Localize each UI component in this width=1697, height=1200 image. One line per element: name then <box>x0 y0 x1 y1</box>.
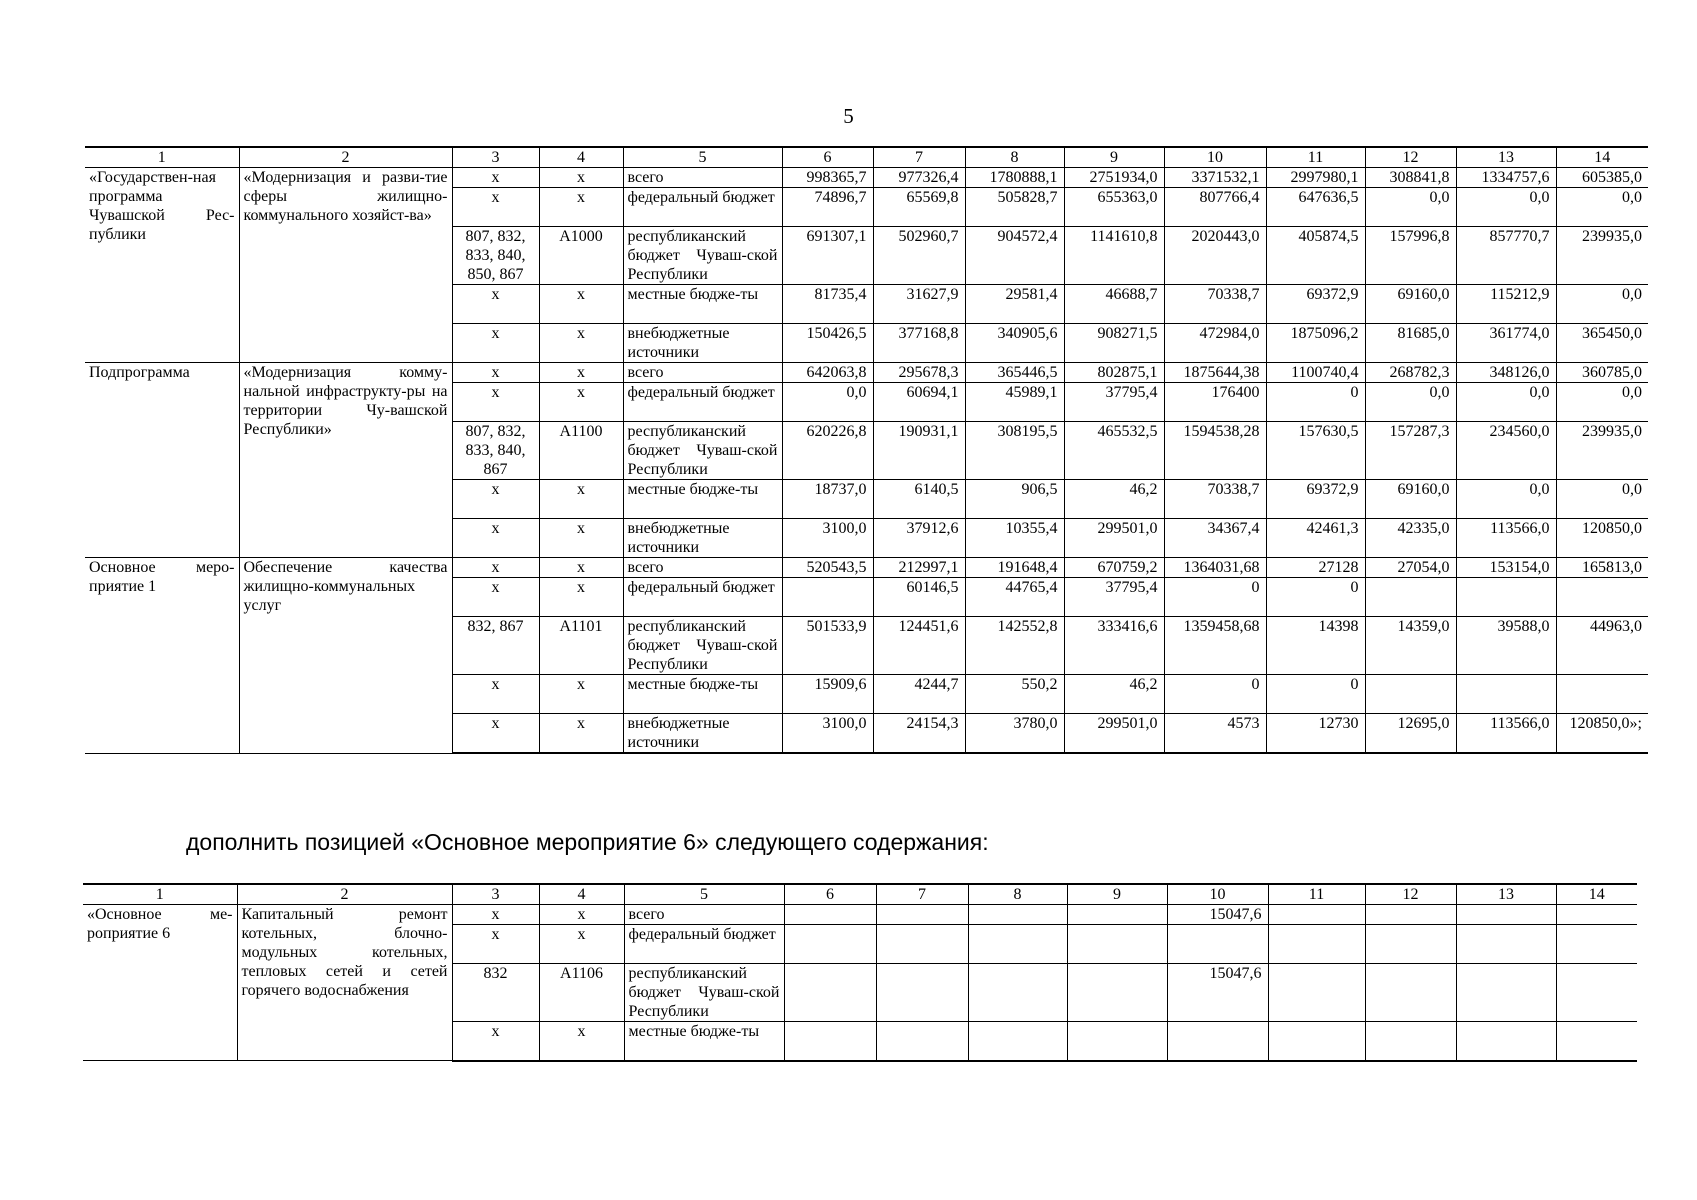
amount-cell <box>784 1022 876 1061</box>
amount-cell: 37795,4 <box>1064 578 1164 617</box>
amount-cell: 361774,0 <box>1456 324 1556 363</box>
amount-cell: 81685,0 <box>1365 324 1456 363</box>
amount-cell: 0,0 <box>1365 383 1456 422</box>
target-code-cell: x <box>539 324 623 363</box>
target-code-cell: x <box>539 363 623 383</box>
funding-source-cell: местные бюдже-ты <box>623 675 782 714</box>
amount-cell: 3780,0 <box>965 714 1064 754</box>
program-title-cell: Обеспечение качества жилищно-коммунальных услуг <box>239 558 452 754</box>
amount-cell: 2020443,0 <box>1164 227 1266 285</box>
amount-cell: 15047,6 <box>1167 964 1268 1022</box>
amount-cell <box>1167 925 1268 964</box>
amount-cell <box>968 925 1067 964</box>
amount-cell <box>1365 1022 1456 1061</box>
amount-cell: 1334757,6 <box>1456 168 1556 188</box>
amount-cell <box>1067 964 1167 1022</box>
amount-cell: 60694,1 <box>873 383 965 422</box>
amount-cell: 1141610,8 <box>1064 227 1164 285</box>
amount-cell <box>1456 905 1556 925</box>
funding-source-cell: местные бюдже-ты <box>623 285 782 324</box>
amount-cell: 348126,0 <box>1456 363 1556 383</box>
amount-cell: 42335,0 <box>1365 519 1456 558</box>
column-header: 6 <box>782 147 873 168</box>
column-header: 10 <box>1164 147 1266 168</box>
amount-cell <box>1556 1022 1637 1061</box>
amount-cell: 15909,6 <box>782 675 873 714</box>
amount-cell <box>876 1022 968 1061</box>
amount-cell <box>876 925 968 964</box>
column-header: 13 <box>1456 884 1556 905</box>
amount-cell <box>1365 905 1456 925</box>
amount-cell: 0 <box>1266 578 1365 617</box>
amount-cell: 647636,5 <box>1266 188 1365 227</box>
program-name-cell: «Государствен-ная программа Чувашской Рес-публики <box>85 168 239 363</box>
column-header: 10 <box>1167 884 1268 905</box>
amount-cell: 70338,7 <box>1164 285 1266 324</box>
amount-cell: 1875096,2 <box>1266 324 1365 363</box>
amount-cell: 904572,4 <box>965 227 1064 285</box>
column-header: 2 <box>237 884 452 905</box>
amount-cell: 3100,0 <box>782 714 873 754</box>
target-code-cell: x <box>539 480 623 519</box>
amount-cell: 15047,6 <box>1167 905 1268 925</box>
funding-source-cell: федеральный бюджет <box>623 383 782 422</box>
ministry-code-cell: x <box>452 578 539 617</box>
amount-cell <box>784 964 876 1022</box>
amount-cell: 377168,8 <box>873 324 965 363</box>
funding-source-cell: республиканский бюджет Чуваш-ской Республики <box>623 227 782 285</box>
ministry-code-cell: x <box>452 714 539 754</box>
amount-cell: 124451,6 <box>873 617 965 675</box>
amount-cell: 37795,4 <box>1064 383 1164 422</box>
amount-cell: 44963,0 <box>1556 617 1648 675</box>
amount-cell: 0,0 <box>1556 285 1648 324</box>
amount-cell <box>1067 1022 1167 1061</box>
amount-cell: 308195,5 <box>965 422 1064 480</box>
target-code-cell: x <box>539 558 623 578</box>
program-title-cell: «Модернизация и разви-тие сферы жилищно-коммунального хозяйст-ва» <box>239 168 452 363</box>
amount-cell: 18737,0 <box>782 480 873 519</box>
target-code-cell: А1106 <box>539 964 624 1022</box>
amount-cell: 605385,0 <box>1556 168 1648 188</box>
column-header: 11 <box>1268 884 1365 905</box>
amount-cell: 908271,5 <box>1064 324 1164 363</box>
budget-table-header-row <box>85 147 1648 168</box>
program-title-cell: Капитальный ремонт котельных, блочно-модульных котельных, тепловых сетей и сетей горячего водоснабжения <box>237 905 452 1061</box>
budget-table-body <box>85 147 1648 753</box>
amount-cell: 655363,0 <box>1064 188 1164 227</box>
column-header: 9 <box>1064 147 1164 168</box>
amount-cell <box>1456 964 1556 1022</box>
amount-cell: 520543,5 <box>782 558 873 578</box>
target-code-cell: x <box>539 714 623 754</box>
amount-cell <box>876 964 968 1022</box>
amount-cell: 365446,5 <box>965 363 1064 383</box>
amount-cell <box>1268 1022 1365 1061</box>
funding-source-cell: местные бюдже-ты <box>623 480 782 519</box>
amount-cell <box>1456 1022 1556 1061</box>
amount-cell: 46,2 <box>1064 480 1164 519</box>
funding-source-cell: республиканский бюджет Чуваш-ской Республики <box>623 422 782 480</box>
amount-cell: 81735,4 <box>782 285 873 324</box>
amount-cell <box>1556 905 1637 925</box>
column-header: 3 <box>452 147 539 168</box>
amount-cell: 333416,6 <box>1064 617 1164 675</box>
amount-cell: 120850,0 <box>1556 519 1648 558</box>
amount-cell <box>782 578 873 617</box>
measure-6-table <box>83 883 1637 1062</box>
amount-cell <box>1556 675 1648 714</box>
amount-cell: 3371532,1 <box>1164 168 1266 188</box>
amount-cell <box>1556 925 1637 964</box>
amount-cell <box>968 1022 1067 1061</box>
amount-cell: 0,0 <box>1556 188 1648 227</box>
ministry-code-cell: 807, 832, 833, 840, 867 <box>452 422 539 480</box>
amount-cell: 620226,8 <box>782 422 873 480</box>
column-header: 5 <box>624 884 784 905</box>
measure-6-table-body <box>83 884 1637 1061</box>
amount-cell: 1100740,4 <box>1266 363 1365 383</box>
amount-cell: 29581,4 <box>965 285 1064 324</box>
amount-cell: 153154,0 <box>1456 558 1556 578</box>
target-code-cell: x <box>539 519 623 558</box>
funding-source-cell: всего <box>623 168 782 188</box>
budget-table-row <box>85 558 1648 578</box>
amount-cell: 6140,5 <box>873 480 965 519</box>
amount-cell: 340905,6 <box>965 324 1064 363</box>
amount-cell: 74896,7 <box>782 188 873 227</box>
amount-cell: 670759,2 <box>1064 558 1164 578</box>
column-header: 4 <box>539 884 624 905</box>
ministry-code-cell: x <box>452 383 539 422</box>
amount-cell: 0 <box>1164 578 1266 617</box>
amount-cell <box>968 905 1067 925</box>
column-header: 7 <box>873 147 965 168</box>
amount-cell: 0,0 <box>1556 480 1648 519</box>
column-header: 14 <box>1556 884 1637 905</box>
amount-cell: 1780888,1 <box>965 168 1064 188</box>
amount-cell: 906,5 <box>965 480 1064 519</box>
measure-6-table-header-row <box>83 884 1637 905</box>
amount-cell <box>1556 964 1637 1022</box>
amount-cell: 34367,4 <box>1164 519 1266 558</box>
target-code-cell: x <box>539 1022 624 1061</box>
amount-cell: 239935,0 <box>1556 227 1648 285</box>
amount-cell: 69372,9 <box>1266 285 1365 324</box>
amount-cell: 2751934,0 <box>1064 168 1164 188</box>
amount-cell: 69160,0 <box>1365 480 1456 519</box>
amount-cell: 46,2 <box>1064 675 1164 714</box>
program-title-cell: «Модернизация комму-нальной инфраструкту-ры на территории Чу-вашской Республики» <box>239 363 452 558</box>
column-header: 5 <box>623 147 782 168</box>
amount-cell: 37912,6 <box>873 519 965 558</box>
amount-cell <box>1167 1022 1268 1061</box>
amount-cell: 4244,7 <box>873 675 965 714</box>
amount-cell: 501533,9 <box>782 617 873 675</box>
program-name-cell: Подпрограмма <box>85 363 239 558</box>
amount-cell: 157996,8 <box>1365 227 1456 285</box>
ministry-code-cell: x <box>452 1022 539 1061</box>
amount-cell: 1875644,38 <box>1164 363 1266 383</box>
amount-cell <box>1268 964 1365 1022</box>
ministry-code-cell: 807, 832, 833, 840, 850, 867 <box>452 227 539 285</box>
amount-cell: 191648,4 <box>965 558 1064 578</box>
ministry-code-cell: x <box>452 324 539 363</box>
budget-table <box>85 146 1648 754</box>
amount-cell: 24154,3 <box>873 714 965 754</box>
budget-table-row <box>85 168 1648 188</box>
column-header: 3 <box>452 884 539 905</box>
amount-cell: 142552,8 <box>965 617 1064 675</box>
amount-cell: 505828,7 <box>965 188 1064 227</box>
amount-cell <box>1365 578 1456 617</box>
funding-source-cell: всего <box>623 363 782 383</box>
amount-cell: 10355,4 <box>965 519 1064 558</box>
amount-cell <box>1268 925 1365 964</box>
funding-source-cell: местные бюдже-ты <box>624 1022 784 1061</box>
ministry-code-cell: 832, 867 <box>452 617 539 675</box>
measure-6-table-row <box>83 905 1637 925</box>
column-header: 12 <box>1365 147 1456 168</box>
amount-cell: 1359458,68 <box>1164 617 1266 675</box>
amount-cell: 465532,5 <box>1064 422 1164 480</box>
target-code-cell: x <box>539 383 623 422</box>
ministry-code-cell: x <box>452 188 539 227</box>
amount-cell <box>1365 964 1456 1022</box>
amount-cell <box>1365 925 1456 964</box>
amount-cell: 0 <box>1266 383 1365 422</box>
amount-cell: 472984,0 <box>1164 324 1266 363</box>
ministry-code-cell: x <box>452 675 539 714</box>
amount-cell: 807766,4 <box>1164 188 1266 227</box>
target-code-cell: x <box>539 188 623 227</box>
amount-cell: 2997980,1 <box>1266 168 1365 188</box>
amount-cell: 69160,0 <box>1365 285 1456 324</box>
column-header: 12 <box>1365 884 1456 905</box>
funding-source-cell: внебюджетные источники <box>623 519 782 558</box>
amount-cell: 3100,0 <box>782 519 873 558</box>
amount-cell: 308841,8 <box>1365 168 1456 188</box>
amount-cell: 31627,9 <box>873 285 965 324</box>
amount-cell: 0,0 <box>1365 188 1456 227</box>
ministry-code-cell: x <box>452 905 539 925</box>
amount-cell: 190931,1 <box>873 422 965 480</box>
funding-source-cell: всего <box>624 905 784 925</box>
target-code-cell: x <box>539 578 623 617</box>
amount-cell: 0,0 <box>1456 188 1556 227</box>
column-header: 13 <box>1456 147 1556 168</box>
amount-cell: 27054,0 <box>1365 558 1456 578</box>
amount-cell: 802875,1 <box>1064 363 1164 383</box>
amount-cell: 365450,0 <box>1556 324 1648 363</box>
amount-cell: 27128 <box>1266 558 1365 578</box>
amount-cell: 42461,3 <box>1266 519 1365 558</box>
amount-cell <box>1067 925 1167 964</box>
funding-source-cell: республиканский бюджет Чуваш-ской Республики <box>624 964 784 1022</box>
amount-cell: 70338,7 <box>1164 480 1266 519</box>
column-header: 2 <box>239 147 452 168</box>
amount-cell <box>784 905 876 925</box>
ministry-code-cell: x <box>452 558 539 578</box>
column-header: 11 <box>1266 147 1365 168</box>
amount-cell: 405874,5 <box>1266 227 1365 285</box>
amount-cell: 0,0 <box>1456 383 1556 422</box>
amount-cell: 150426,5 <box>782 324 873 363</box>
budget-table-row <box>85 363 1648 383</box>
column-header: 1 <box>85 147 239 168</box>
column-header: 8 <box>968 884 1067 905</box>
amount-cell: 299501,0 <box>1064 519 1164 558</box>
amount-cell <box>876 905 968 925</box>
column-header: 8 <box>965 147 1064 168</box>
ministry-code-cell: x <box>452 363 539 383</box>
target-code-cell: А1100 <box>539 422 623 480</box>
amount-cell <box>1456 578 1556 617</box>
ministry-code-cell: x <box>452 519 539 558</box>
amount-cell: 857770,7 <box>1456 227 1556 285</box>
amount-cell: 1594538,28 <box>1164 422 1266 480</box>
amount-cell: 0 <box>1266 675 1365 714</box>
amount-cell: 157287,3 <box>1365 422 1456 480</box>
amount-cell: 234560,0 <box>1456 422 1556 480</box>
amount-cell <box>1365 675 1456 714</box>
amount-cell <box>1456 675 1556 714</box>
amount-cell <box>1067 905 1167 925</box>
amount-cell: 14359,0 <box>1365 617 1456 675</box>
amendment-text: дополнить позицией «Основное мероприятие 6» следующего содержания: <box>186 829 989 855</box>
amount-cell: 14398 <box>1266 617 1365 675</box>
amount-cell: 998365,7 <box>782 168 873 188</box>
amount-cell: 502960,7 <box>873 227 965 285</box>
column-header: 14 <box>1556 147 1648 168</box>
amount-cell: 0 <box>1164 675 1266 714</box>
amount-cell: 12695,0 <box>1365 714 1456 754</box>
ministry-code-cell: 832 <box>452 964 539 1022</box>
page-number: 5 <box>843 104 854 128</box>
amount-cell: 0,0 <box>782 383 873 422</box>
column-header: 7 <box>876 884 968 905</box>
amount-cell: 45989,1 <box>965 383 1064 422</box>
amount-cell: 0,0 <box>1456 480 1556 519</box>
amount-cell: 39588,0 <box>1456 617 1556 675</box>
ministry-code-cell: x <box>452 168 539 188</box>
program-name-cell: Основное меро-приятие 1 <box>85 558 239 754</box>
funding-source-cell: всего <box>623 558 782 578</box>
amount-cell: 295678,3 <box>873 363 965 383</box>
amount-cell: 239935,0 <box>1556 422 1648 480</box>
amount-cell: 165813,0 <box>1556 558 1648 578</box>
amount-cell: 360785,0 <box>1556 363 1648 383</box>
amount-cell: 115212,9 <box>1456 285 1556 324</box>
amount-cell: 46688,7 <box>1064 285 1164 324</box>
amount-cell: 1364031,68 <box>1164 558 1266 578</box>
amount-cell: 0,0 <box>1556 383 1648 422</box>
target-code-cell: x <box>539 925 624 964</box>
ministry-code-cell: x <box>452 925 539 964</box>
target-code-cell: x <box>539 905 624 925</box>
amount-cell: 212997,1 <box>873 558 965 578</box>
funding-source-cell: внебюджетные источники <box>623 324 782 363</box>
amount-cell: 4573 <box>1164 714 1266 754</box>
column-header: 1 <box>83 884 237 905</box>
ministry-code-cell: x <box>452 480 539 519</box>
funding-source-cell: внебюджетные источники <box>623 714 782 754</box>
amount-cell: 977326,4 <box>873 168 965 188</box>
column-header: 6 <box>784 884 876 905</box>
target-code-cell: x <box>539 675 623 714</box>
amount-cell: 113566,0 <box>1456 519 1556 558</box>
amount-cell: 113566,0 <box>1456 714 1556 754</box>
amount-cell: 157630,5 <box>1266 422 1365 480</box>
amount-cell: 268782,3 <box>1365 363 1456 383</box>
amount-cell: 69372,9 <box>1266 480 1365 519</box>
amount-cell: 642063,8 <box>782 363 873 383</box>
amount-cell: 44765,4 <box>965 578 1064 617</box>
program-name-cell: «Основное ме-роприятие 6 <box>83 905 237 1061</box>
column-header: 4 <box>539 147 623 168</box>
amount-cell: 60146,5 <box>873 578 965 617</box>
amount-cell: 12730 <box>1266 714 1365 754</box>
funding-source-cell: федеральный бюджет <box>624 925 784 964</box>
target-code-cell: А1101 <box>539 617 623 675</box>
target-code-cell: x <box>539 168 623 188</box>
amount-cell: 299501,0 <box>1064 714 1164 754</box>
target-code-cell: А1000 <box>539 227 623 285</box>
amount-cell: 691307,1 <box>782 227 873 285</box>
ministry-code-cell: x <box>452 285 539 324</box>
amount-cell: 120850,0»; <box>1556 714 1648 754</box>
column-header: 9 <box>1067 884 1167 905</box>
funding-source-cell: федеральный бюджет <box>623 188 782 227</box>
funding-source-cell: республиканский бюджет Чуваш-ской Республики <box>623 617 782 675</box>
amount-cell <box>784 925 876 964</box>
amount-cell: 176400 <box>1164 383 1266 422</box>
funding-source-cell: федеральный бюджет <box>623 578 782 617</box>
amount-cell: 550,2 <box>965 675 1064 714</box>
amount-cell <box>1268 905 1365 925</box>
amount-cell <box>968 964 1067 1022</box>
amount-cell <box>1556 578 1648 617</box>
target-code-cell: x <box>539 285 623 324</box>
amount-cell: 65569,8 <box>873 188 965 227</box>
amount-cell <box>1456 925 1556 964</box>
